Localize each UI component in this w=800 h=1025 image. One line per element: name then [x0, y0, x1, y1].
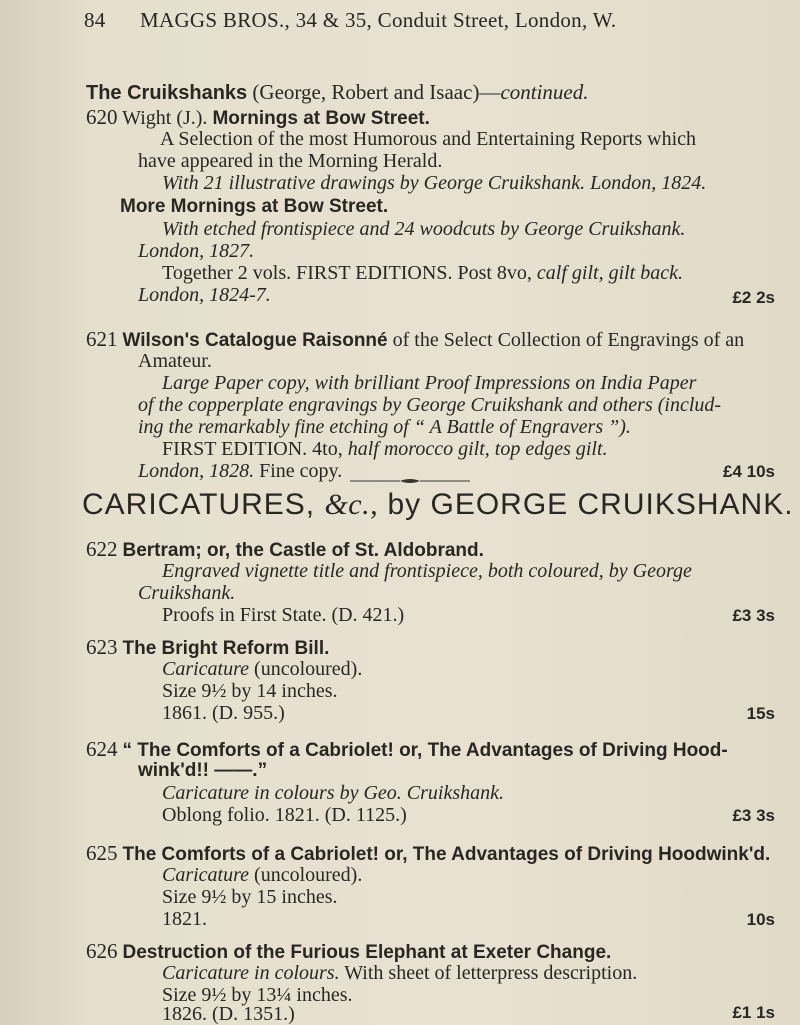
entry-title: wink'd!! ——.”	[138, 760, 268, 781]
entry-text: Amateur.	[138, 350, 212, 372]
entry-price: 10s	[746, 910, 775, 929]
entry-text: With etched frontispiece and 24 woodcuts by George Cruikshank.	[162, 218, 686, 240]
entry-title: Destruction of the Furious Elephant at Exeter Change.	[122, 942, 612, 963]
entry-text: 1826. (D. 1351.)	[162, 1003, 295, 1025]
section-title-bold: The Cruikshanks	[86, 82, 248, 104]
page-number: 84	[84, 8, 106, 32]
entry-title: Mornings at Bow Street.	[212, 108, 430, 129]
heading-italic: &c.,	[324, 488, 379, 521]
entry-price: £2 2s	[732, 288, 775, 307]
running-title: MAGGS BROS., 34 & 35, Conduit Street, London, W.	[140, 8, 617, 32]
entry-text: Caricature in colours by Geo. Cruikshank.	[162, 782, 505, 804]
entry-text: Oblong folio. 1821. (D. 1125.)	[162, 804, 407, 826]
entry-price: £1 1s	[732, 1003, 775, 1022]
caricatures-heading	[82, 488, 794, 522]
entry-text: ing the remarkably fine etching of “ A Battle of Engravers ”).	[138, 416, 631, 438]
entry-title: Bertram; or, the Castle of St. Aldobrand.	[122, 540, 484, 561]
lot-number: 622	[86, 537, 118, 561]
entry-text: A Selection of the most Humorous and Entertaining Reports which	[160, 128, 697, 150]
entry-text: Large Paper copy, with brilliant Proof Impressions on India Paper	[162, 372, 697, 394]
heading-rest: by GEORGE CRUIKSHANK.	[378, 488, 794, 521]
entry-price: 15s	[746, 704, 775, 723]
lot-number: 626	[86, 939, 118, 963]
entry-price: £3 3s	[732, 606, 775, 625]
entry-text: Size 9½ by 15 inches.	[162, 886, 338, 908]
entry-text: London, 1827.	[138, 240, 255, 262]
entry-text: Size 9½ by 14 inches.	[162, 680, 338, 702]
section-title-italic: continued.	[500, 80, 589, 104]
entry-text: Wight (J.).	[122, 107, 213, 129]
ornamental-divider	[350, 477, 470, 485]
entry-binding: calf gilt, gilt back.	[536, 262, 683, 284]
entry-binding: half morocco gilt, top edges gilt.	[347, 438, 608, 460]
entry-text: 1861. (D. 955.)	[162, 702, 285, 724]
entry-text: Together 2 vols. FIRST EDITIONS. Post 8vo,	[162, 262, 537, 284]
entry-text: Engraved vignette title and frontispiece, both coloured, by George	[162, 560, 692, 582]
entry-text: of the Select Collection of Engravings of an	[387, 329, 745, 351]
section-title-rest: (George, Robert and Isaac)—	[247, 80, 501, 104]
section-title	[86, 80, 589, 105]
entry-text: Caricature in colours.	[162, 962, 340, 984]
heading-text: CARICATURES,	[82, 488, 325, 521]
lot-number: 620	[86, 105, 118, 129]
page-header	[84, 8, 784, 33]
entry-title: More Mornings at Bow Street.	[120, 196, 389, 217]
entry-price: £3 3s	[732, 806, 775, 825]
entry-text: Fine copy.	[254, 460, 343, 482]
entry-text: Cruikshank.	[138, 582, 236, 604]
lot-number: 621	[86, 327, 118, 351]
entry-title: The Comforts of a Cabriolet! or, The Advantages of Driving Hoodwink'd.	[122, 844, 771, 865]
lot-number: 623	[86, 635, 118, 659]
entry-text: of the copperplate engravings by George Cruikshank and others (includ-	[138, 394, 722, 416]
entry-text: FIRST EDITION. 4to,	[162, 438, 348, 460]
entry-text: Caricature	[162, 658, 250, 680]
entry-text: (uncoloured).	[249, 658, 363, 680]
entry-text: Proofs in First State. (D. 421.)	[162, 604, 405, 626]
lot-number: 624	[86, 737, 118, 761]
entry-text: Size 9½ by 13¼ inches.	[162, 984, 353, 1006]
entry-title: The Bright Reform Bill.	[122, 638, 330, 659]
entry-text: London, 1824-7.	[138, 284, 271, 306]
lot-number: 625	[86, 841, 118, 865]
entry-price: £4 10s	[723, 462, 775, 481]
entry-text: (uncoloured).	[249, 864, 363, 886]
entry-title: Wilson's Catalogue Raisonné	[122, 330, 388, 351]
entry-text: Caricature	[162, 864, 250, 886]
entry-text: 1821.	[162, 908, 207, 930]
entry-text: have appeared in the Morning Herald.	[138, 150, 443, 172]
entry-text: London, 1828.	[138, 460, 255, 482]
entry-title: “ The Comforts of a Cabriolet! or, The Advantages of Driving Hood-	[122, 740, 728, 761]
entry-text: With sheet of letterpress description.	[339, 962, 638, 984]
entry-text: With 21 illustrative drawings by George Cruikshank. London, 1824.	[162, 172, 707, 194]
